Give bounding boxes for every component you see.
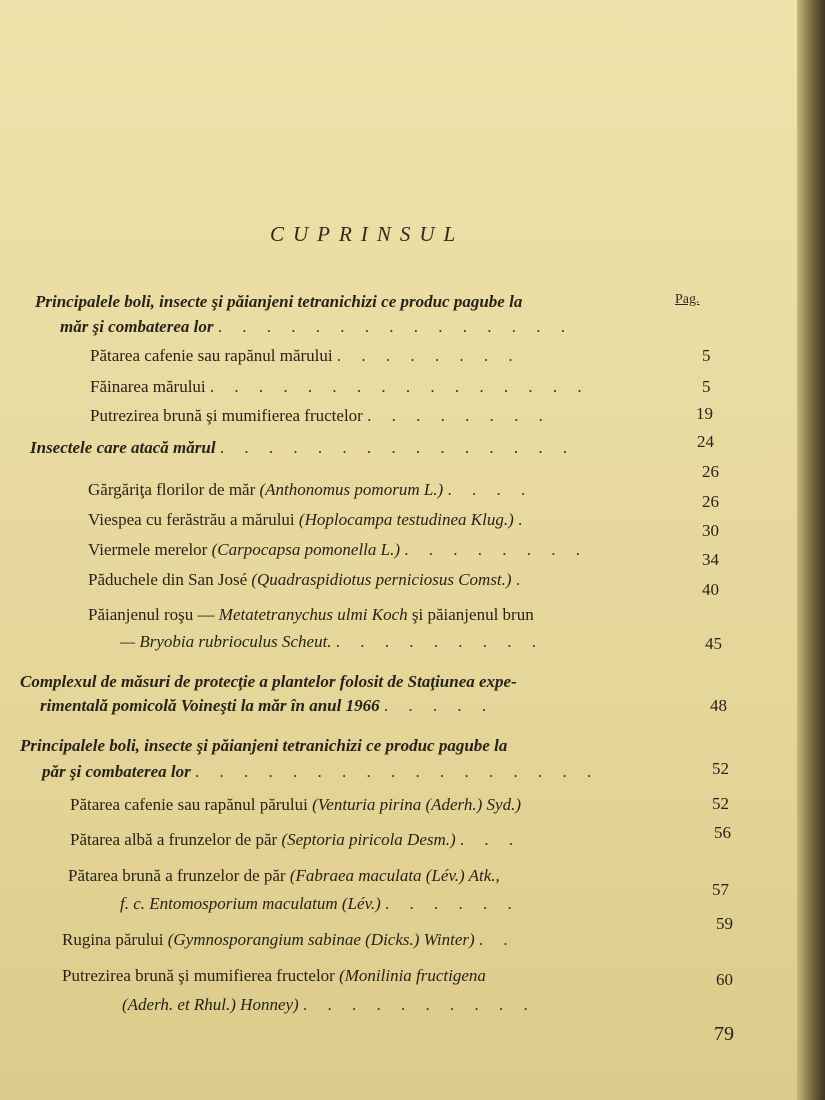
toc-entry: Pătarea albă a frunzelor de păr (Septoria piricola Desm.) . . . (70, 830, 522, 849)
toc-entry-cont: — Bryobia rubrioculus Scheut. . . . . . . . . . (120, 632, 545, 651)
toc-page-number: 57 (712, 880, 729, 899)
toc-page-number: 5 (702, 377, 711, 396)
toc-page-number: 34 (702, 550, 719, 569)
toc-entry: Rugina părului (Gymnosporangium sabinae (Dicks.) Winter) . . (62, 930, 516, 949)
toc-entry: Păianjenul roşu — Metatetranychus ulmi Koch şi păianjenul brun (88, 605, 534, 624)
toc-entry: Viermele merelor (Carpocapsa pomonella L.) . . . . . . . . (88, 540, 589, 559)
toc-section-heading: Principalele boli, insecte şi păianjeni tetranichizi ce produc pagube la (20, 736, 508, 755)
toc-page-number: 26 (702, 462, 719, 481)
toc-page-number: 26 (702, 492, 719, 511)
toc-entry: Pătarea cafenie sau rapănul mărului . . . . . . . . (90, 346, 521, 365)
toc-section-heading: Principalele boli, insecte şi păianjeni tetranichizi ce produc pagube la (35, 292, 523, 311)
toc-entry: Pătarea cafenie sau rapănul părului (Venturia pirina (Aderh.) Syd.) (70, 795, 521, 814)
toc-page-number: 59 (716, 914, 733, 933)
toc-entry: Păduchele din San José (Quadraspidiotus perniciosus Comst.) . (88, 570, 529, 589)
toc-entry: Putrezirea brună şi mumifierea fructelor . . . . . . . . (90, 406, 551, 425)
page-title: CUPRINSUL (270, 222, 465, 246)
page-edge-shadow (797, 0, 825, 1100)
page-column-label: Pag. (675, 292, 700, 307)
toc-section-heading-cont: rimentală pomicolă Voineşti la măr în anul 1966 . . . . . (40, 696, 495, 715)
toc-page-number: 40 (702, 580, 719, 599)
toc-page-number: 19 (696, 404, 713, 423)
toc-section-heading-cont: păr şi combaterea lor . . . . . . . . . . . . . . . . . (42, 762, 600, 781)
toc-page-number: 60 (716, 970, 733, 989)
toc-entry: Făinarea mărului . . . . . . . . . . . . . . . . (90, 377, 590, 396)
toc-page-number: 56 (714, 823, 731, 842)
toc-page-number: 52 (712, 794, 729, 813)
toc-page-number: 52 (712, 759, 729, 778)
toc-entry: Gărgăriţa florilor de măr (Anthonomus pomorum L.) . . . . (88, 480, 534, 499)
toc-entry: Pătarea brună a frunzelor de păr (Fabraea maculata (Lév.) Atk., (68, 866, 500, 885)
toc-section-heading-cont: măr şi combaterea lor . . . . . . . . . . . . . . . (60, 317, 573, 336)
footer-page-number: 79 (714, 1023, 734, 1045)
toc-section-heading: Complexul de măsuri de protecţie a plantelor folosit de Staţiunea expe- (20, 672, 517, 691)
toc-section-heading: Insectele care atacă mărul . . . . . . . . . . . . . . . (30, 438, 576, 457)
toc-page-number: 45 (705, 634, 722, 653)
toc-page-number: 24 (697, 432, 714, 451)
toc-page-number: 48 (710, 696, 727, 715)
toc-entry: Putrezirea brună şi mumifierea fructelor (Monilinia fructigena (62, 966, 486, 985)
toc-page-number: 5 (702, 346, 711, 365)
toc-page-number: 30 (702, 521, 719, 540)
toc-entry-cont: f. c. Entomosporium maculatum (Lév.) . . . . . . (120, 894, 520, 913)
toc-entry: Viespea cu ferăstrău a mărului (Hoplocampa testudinea Klug.) . (88, 510, 531, 529)
toc-entry-cont: (Aderh. et Rhul.) Honney) . . . . . . . . . . (122, 995, 536, 1014)
